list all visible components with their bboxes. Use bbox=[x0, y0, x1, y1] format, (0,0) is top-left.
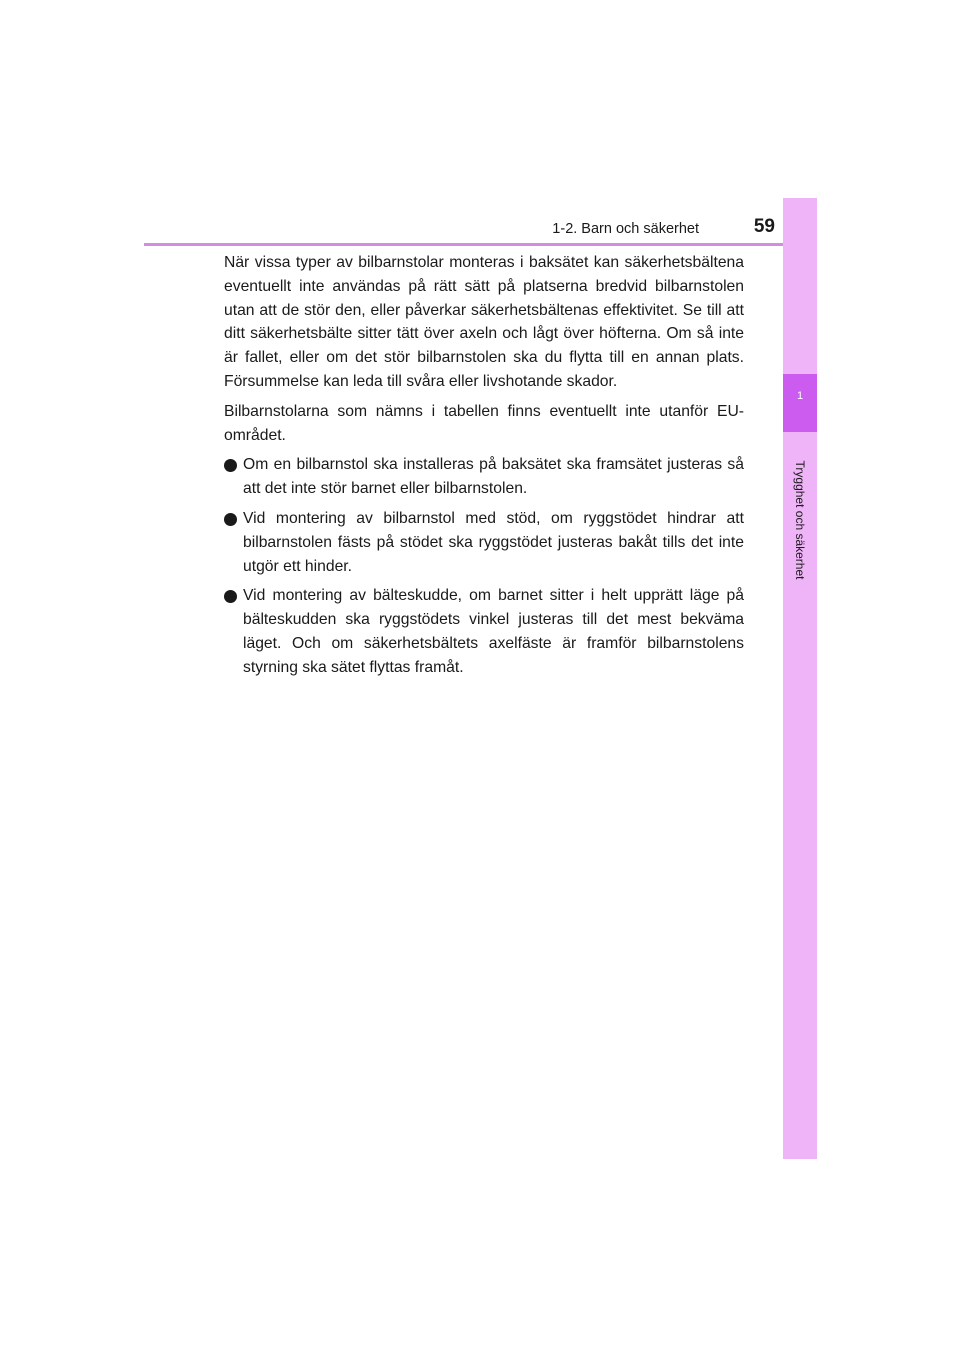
bullet-icon bbox=[224, 590, 237, 603]
chapter-number: 1 bbox=[796, 390, 804, 402]
chapter-tab-active-marker[interactable] bbox=[783, 374, 817, 432]
section-title: 1-2. Barn och säkerhet bbox=[552, 221, 699, 237]
paragraph: Bilbarnstolarna som nämns i tabellen finns eventuellt inte utanför EU-området. bbox=[224, 402, 744, 444]
chapter-side-tab bbox=[783, 198, 817, 1159]
bullet-item bbox=[224, 507, 744, 578]
page-number: 59 bbox=[753, 216, 775, 237]
body-text bbox=[224, 251, 744, 686]
chapter-title: Trygghet och säkerhet bbox=[793, 460, 807, 580]
page-header bbox=[144, 214, 789, 244]
paragraph: När vissa typer av bilbarnstolar monteras i baksätet kan säkerhetsbältena eventuellt inte användas på rätt sätt på platserna bredvid bilbarnstolen utan att de stör den, eller påverkar säkerhetsbältenas effektivitet. Se till att ditt säkerhetsbälte sitter tätt över axeln och lågt över höfterna. Om så inte är fallet, eller om det stör bilbarnstolen ska du flytta till en annan plats. Försummelse kan leda till svåra eller livshotande skador. bbox=[224, 254, 744, 390]
bullet-text: Om en bilbarnstol ska installeras på baksätet ska framsätet justeras så att det inte stör barnet eller bilbarnstolen. bbox=[243, 456, 744, 498]
bullet-text: Vid montering av bilbarnstol med stöd, om ryggstödet hindrar att bilbarnstolen fästs på stödet ska ryggstödet justeras bakåt tills det inte utgör ett hinder. bbox=[243, 509, 744, 575]
bullet-text: Vid montering av bälteskudde, om barnet sitter i helt upprätt läge på bälteskudden ska ryggstödets vinkel justeras till det mest bekväma läget. Och om säkerhetsbältets axelfäste är framför bilbarnstolens styrning ska sätet flyttas framåt. bbox=[243, 587, 744, 676]
bullet-item bbox=[224, 584, 744, 679]
header-divider bbox=[144, 243, 817, 246]
bullet-icon bbox=[224, 513, 237, 526]
bullet-item bbox=[224, 453, 744, 501]
bullet-icon bbox=[224, 459, 237, 472]
